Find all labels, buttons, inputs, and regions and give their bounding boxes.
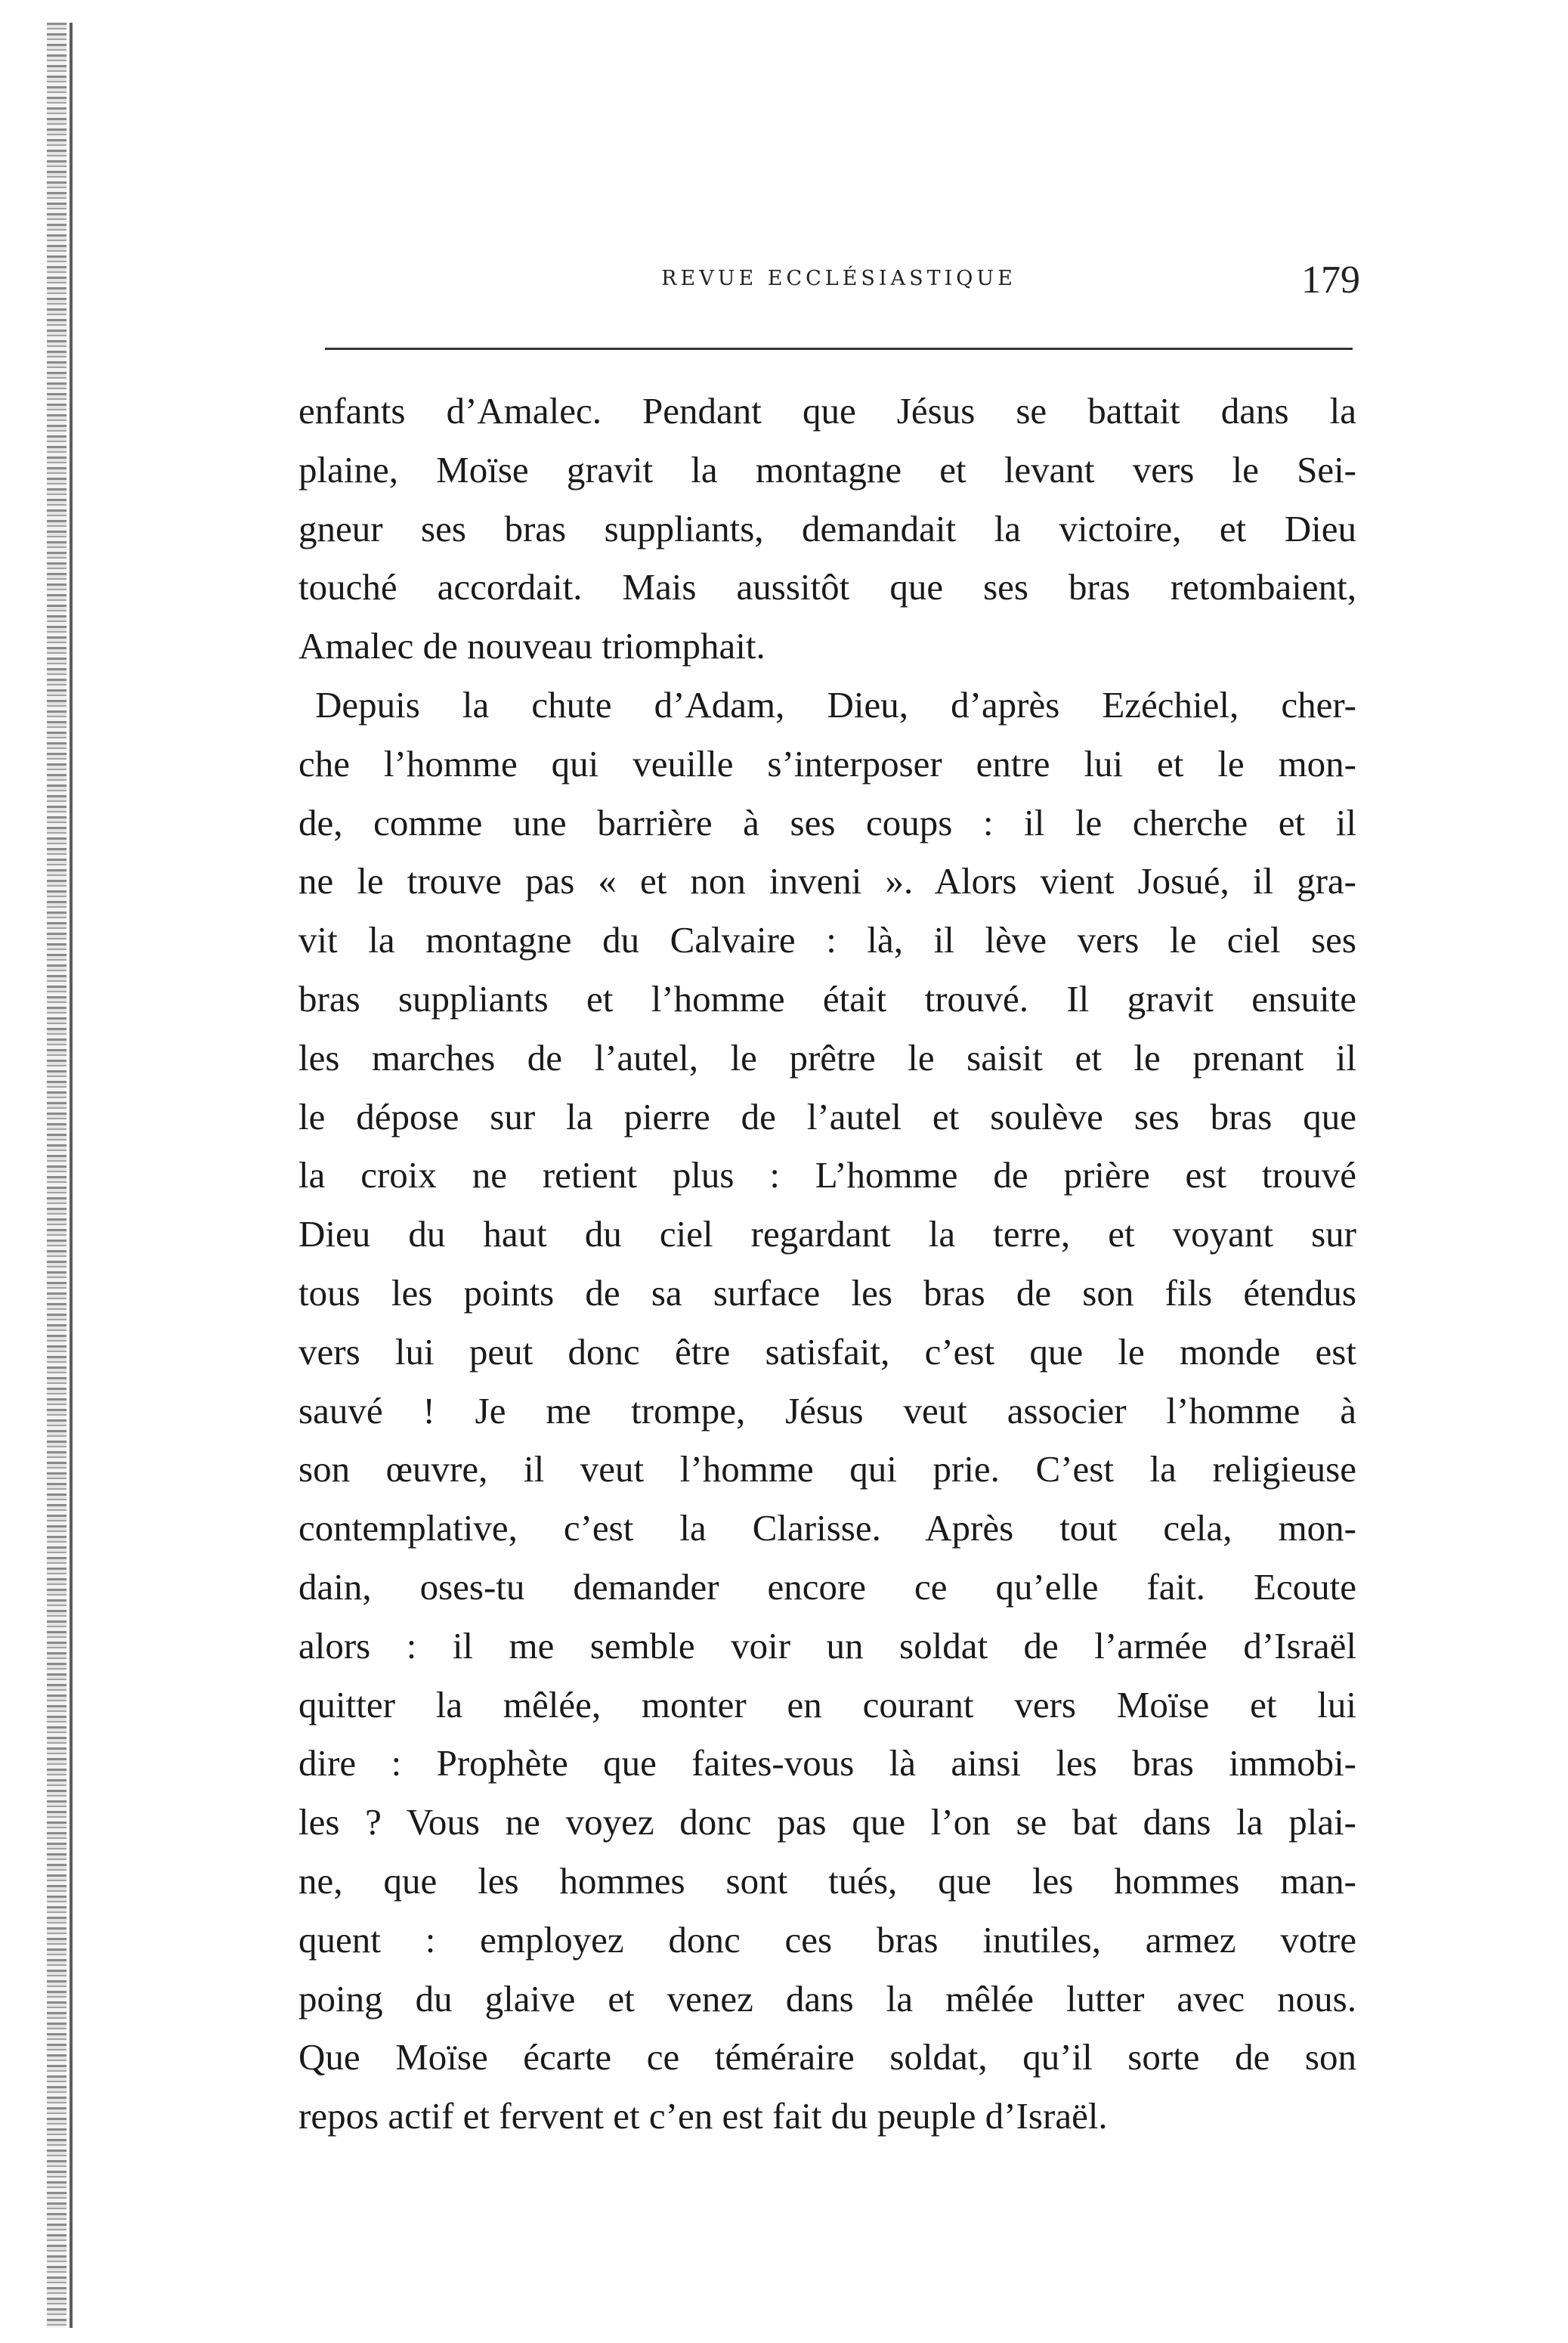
text-line: Que Moïse écarte ce téméraire soldat, qu’il sorte de son [298,2036,1356,2078]
text-line: ne, que les hommes sont tués, que les hommes man- [298,1859,1356,1902]
text-line: alors : il me semble voir un soldat de l’armée d’Israël [298,1624,1356,1667]
text-line: Depuis la chute d’Adam, Dieu, d’après Ezéchiel, cher- [315,683,1356,726]
binding-edge [47,23,66,2328]
text-line: sauvé ! Je me trompe, Jésus veut associer l’homme à [298,1389,1356,1431]
text-line: che l’homme qui veuille s’interposer entre lui et le mon- [298,742,1356,785]
text-line: plaine, Moïse gravit la montagne et levant vers le Sei- [298,448,1356,491]
text-line: la croix ne retient plus : L’homme de prière est trouvé [298,1154,1356,1196]
text-line: contemplative, c’est la Clarisse. Après tout cela, mon- [298,1507,1356,1549]
text-line: Amalec de nouveau triomphait. [298,625,765,667]
text-line: dire : Prophète que faites-vous là ainsi les bras immobi- [298,1742,1356,1784]
text-line: quitter la mêlée, monter en courant vers Moïse et lui [298,1683,1356,1726]
body-text [298,382,1356,2146]
text-line: bras suppliants et l’homme était trouvé. Il gravit ensuite [298,977,1356,1020]
binding-line [70,23,73,2328]
text-line: les marches de l’autel, le prêtre le saisit et le prenant il [298,1036,1356,1079]
text-line: repos actif et fervent et c’en est fait du peuple d’Israël. [298,2095,1108,2137]
text-line: tous les points de sa surface les bras de son fils étendus [298,1271,1356,1314]
text-line: poing du glaive et venez dans la mêlée lutter avec nous. [298,1977,1356,2020]
text-line: vers lui peut donc être satisfait, c’est que le monde est [298,1330,1356,1373]
text-line: ne le trouve pas « et non inveni ». Alors vient Josué, il gra- [298,860,1356,902]
text-line: gneur ses bras suppliants, demandait la victoire, et Dieu [298,507,1356,549]
running-title: REVUE ECCLÉSIASTIQUE [661,267,1016,290]
text-line: quent : employez donc ces bras inutiles, armez votre [298,1918,1356,1961]
text-line: dain, oses-tu demander encore ce qu’elle fait. Ecoute [298,1565,1356,1608]
page-header [317,258,1360,314]
header-rule [325,348,1353,350]
text-line: vit la montagne du Calvaire : là, il lève vers le ciel ses [298,919,1356,961]
text-line: touché accordait. Mais aussitôt que ses bras retombaient, [298,566,1356,608]
text-line: le dépose sur la pierre de l’autel et soulève ses bras que [298,1095,1356,1137]
text-line: Dieu du haut du ciel regardant la terre, et voyant sur [298,1213,1356,1255]
text-line: enfants d’Amalec. Pendant que Jésus se battait dans la [298,390,1356,432]
text-line: les ? Vous ne voyez donc pas que l’on se bat dans la plai- [298,1801,1356,1843]
text-line: de, comme une barrière à ses coups : il le cherche et il [298,801,1356,843]
page-number: 179 [1301,258,1360,302]
text-line: son œuvre, il veut l’homme qui prie. C’est la religieuse [298,1448,1356,1490]
